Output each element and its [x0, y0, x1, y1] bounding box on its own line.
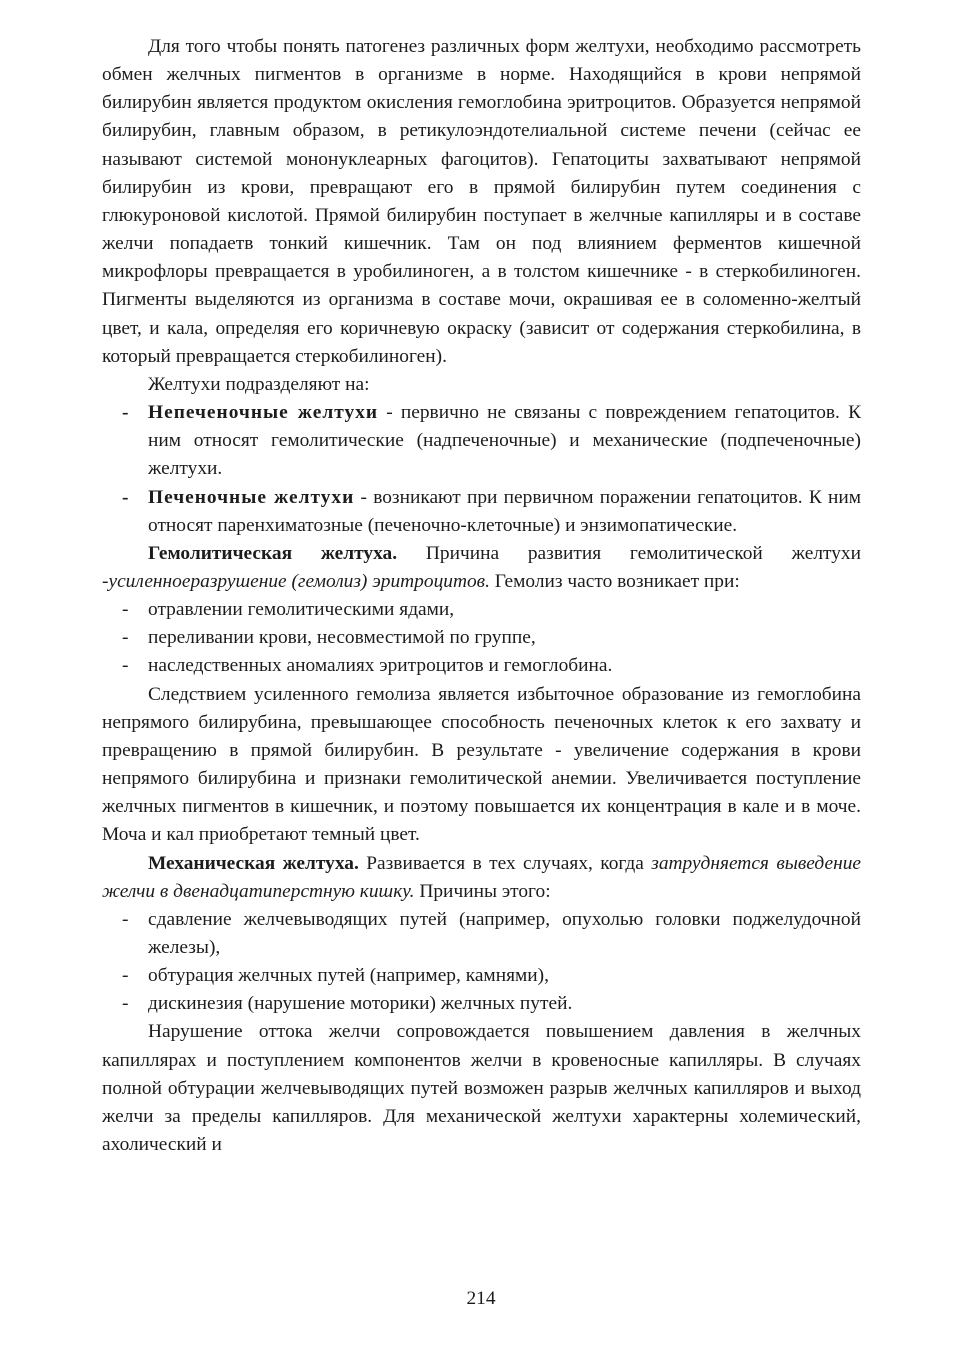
paragraph-jaundice-classification: Желтухи подразделяют на:: [148, 373, 370, 395]
list-item-text: наследственных аномалиях эритроцитов и гемоглобина.: [148, 655, 613, 677]
paragraph-hemolytic-jaundice: Гемолитическая желтуха. Причина развития гемолитической желтухи -усиленноеразрушение (гемолиз) эритроцитов. Гемолиз часто возникает при:: [102, 542, 861, 592]
list-bullet: -: [122, 655, 129, 677]
list-item-nonhepatic-jaundice: [102, 399, 861, 483]
list-bullet: -: [122, 402, 129, 424]
list-item-text: сдавление желчевыводящих путей (например, опухолью головки поджелудочной железы),: [148, 908, 861, 958]
list-bullet: -: [122, 965, 129, 987]
paragraph-bile-pigment-metabolism: Для того чтобы понять патогенез различных форм желтухи, необходимо рассмотреть обмен желчных пигментов в организме в норме. Находящийся в крови непрямой билирубин является продуктом окисления гемоглобина эритроцитов. Образуется непрямой билирубин, главным образом, в ретикулоэндотелиальной системе печени (сейчас ее называют системой мононуклеарных фагоцитов). Гепатоциты захватывают непрямой билирубин из крови, превращают его в прямой билирубин путем соединения с глюкуроновой кислотой. Прямой билирубин поступает в желчные капилляры и в составе желчи попадаетв тонкий кишечник. Там он под влиянием ферментов кишечной микрофлоры превращается в уробилиноген, а в толстом кишечнике - в стеркобилиноген. Пигменты выделяются из организма в составе мочи, окрашивая ее в соломенно-желтый цвет, и кала, определяя его коричневую окраску (зависит от содержания стеркобилина, в который превращается стеркобилиноген).: [102, 36, 861, 367]
term-hepatic-jaundice: Печеночные желтухи: [148, 486, 355, 508]
paragraph-bile-outflow-disorder: Нарушение оттока желчи сопровождается повышением давления в желчных капиллярах и поступлением компонентов желчи в кровеносные капилляры. В случаях полной обтурации желчевыводящих путей возможен разрыв желчных капилляров и выход желчи за пределы капилляров. Для механической желтухи характерны холемический, ахолический и: [102, 1021, 861, 1156]
list-bullet: -: [122, 486, 129, 508]
list-item-text: - первично не связаны с повреждением гепатоцитов. К ним относят гемолитические (надпеченочные) и механические (подпеченочные) желтухи.: [148, 402, 862, 480]
list-item-hepatic-jaundice: [102, 484, 861, 540]
list-item-text: переливании крови, несовместимой по группе,: [148, 627, 536, 649]
term-nonhepatic-jaundice: Непеченочные желтухи: [148, 402, 379, 424]
emphasis-bile-obstruction: затрудняется выведение желчи в двенадцатиперстную кишку.: [102, 852, 862, 902]
list-item-text: дискинезия (нарушение моторики) желчных путей.: [148, 993, 573, 1015]
list-item: [102, 624, 861, 652]
page-number: 214: [466, 1288, 496, 1309]
paragraph-obstructive-jaundice: Механическая желтуха. Развивается в тех случаях, когда затрудняется выведение желчи в двенадцатиперстную кишку. Причины этого:: [102, 852, 862, 902]
list-bullet: -: [122, 908, 129, 930]
list-item: [102, 990, 861, 1018]
list-item-text: - возникают при первичном поражении гепатоцитов. К ним относят паренхиматозные (печеночно-клеточные) и энзимопатические.: [148, 486, 862, 536]
list-bullet: -: [122, 993, 129, 1015]
list-item-text: отравлении гемолитическими ядами,: [148, 599, 455, 621]
list-item: [102, 652, 861, 680]
paragraph-hemolysis-consequences: Следствием усиленного гемолиза является избыточное образование из гемоглобина непрямого билирубина, превышающее способность печеночных клеток к его захвату и превращению в прямой билирубин. В результате - увеличение содержания в крови непрямого билирубина и признаки гемолитической анемии. Увеличивается поступление желчных пигментов в кишечник, и поэтому повышается их концентрация в кале и в моче. Моча и кал приобретают темный цвет.: [102, 683, 861, 846]
heading-hemolytic-jaundice: Гемолитическая желтуха.: [148, 542, 398, 564]
heading-obstructive-jaundice: Механическая желтуха.: [148, 852, 359, 874]
list-item-text: обтурация желчных путей (например, камнями),: [148, 965, 549, 987]
page-body: [102, 33, 861, 1159]
list-bullet: -: [122, 627, 129, 649]
list-item: [102, 596, 861, 624]
list-item: [102, 906, 861, 962]
list-item: [102, 962, 861, 990]
emphasis-hemolysis: усиленноеразрушение (гемолиз) эритроцитов.: [108, 570, 490, 592]
list-bullet: -: [122, 599, 129, 621]
